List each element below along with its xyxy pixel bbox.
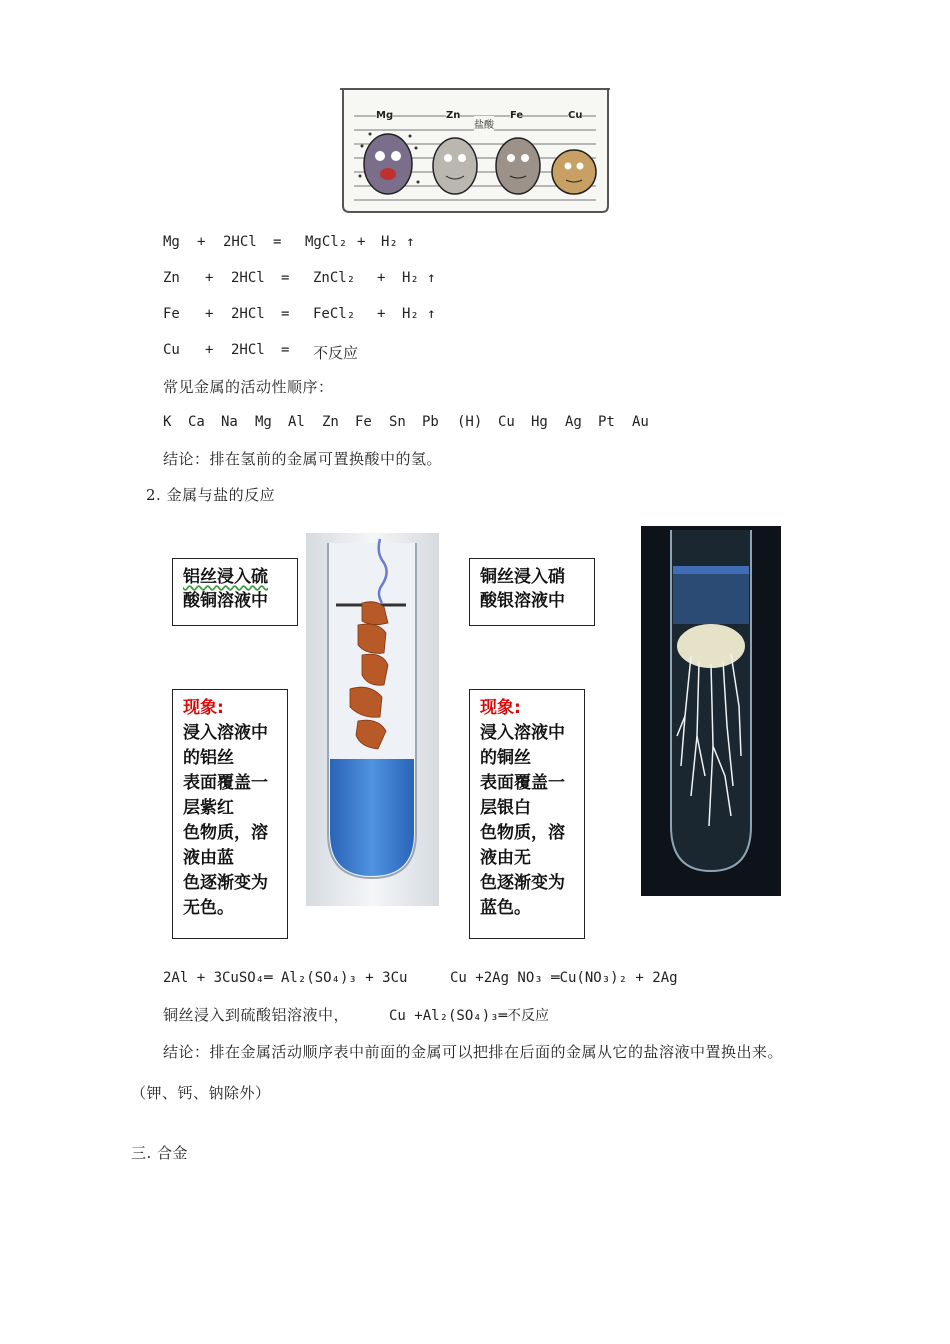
eq-product: MgCl₂ — [305, 234, 348, 250]
equation-al-cuso4: 2Al + 3CuSO₄═ Al₂(SO₄)₃ + 3Cu — [163, 970, 408, 986]
eq-acid: 2HCl — [231, 306, 265, 322]
eq-gas: H₂ ↑ — [381, 234, 415, 250]
eq-acid: 2HCl — [223, 234, 257, 250]
eq-metal: Mg — [163, 234, 180, 250]
section-3-title: 三. 合金 — [131, 1144, 189, 1162]
series-item: Au — [632, 414, 649, 430]
eq-plus: + — [205, 342, 214, 358]
fe-figure — [496, 138, 540, 194]
test-tube-copper-photo — [641, 526, 781, 896]
eq-product: 不反应 — [313, 344, 359, 362]
exp2-phenomenon-label: 现象: — [480, 698, 521, 718]
exp2-phenomenon-box — [469, 689, 585, 939]
no-reaction-text: 铜丝浸入到硫酸铝溶液中， — [163, 1006, 350, 1024]
tube1-svg — [306, 533, 439, 906]
no-reaction-equation: Cu +Al₂(SO₄)₃═不反应 — [389, 1008, 550, 1024]
series-item: Zn — [322, 414, 339, 430]
conclusion-2: 结论：排在金属活动顺序表中前面的金属可以把排在后面的金属从它的盐溶液中置换出来。 — [163, 1043, 784, 1061]
series-item: Fe — [355, 414, 372, 430]
exp1-line: 表面覆盖一 — [183, 773, 268, 793]
eq-plus: + — [205, 270, 214, 286]
exp1-phenomenon-box — [172, 689, 288, 939]
exp2-line: 色物质，溶 — [480, 823, 565, 843]
conclusion-2-note: （钾、钙、钠除外） — [131, 1084, 271, 1102]
cu-figure — [552, 150, 596, 194]
equation-cu-agno3: Cu +2Ag NO₃ ═Cu(NO₃)₂ + 2Ag — [450, 970, 678, 986]
section-2-title: 2. 金属与盐的反应 — [146, 486, 276, 504]
exp2-title-box — [469, 558, 595, 626]
eq-gas: H₂ ↑ — [402, 270, 436, 286]
exp1-line: 色逐渐变为 — [183, 873, 268, 893]
label-fe: Fe — [510, 110, 524, 121]
exp2-title-line2: 酸银溶液中 — [480, 591, 565, 611]
eq-plus2: + — [377, 270, 386, 286]
series-item: Ag — [565, 414, 582, 430]
exp2-line: 色逐渐变为 — [480, 873, 565, 893]
eq-equals: = — [273, 234, 282, 250]
exp2-line: 液由无 — [480, 848, 531, 868]
exp1-line: 无色。 — [183, 898, 234, 918]
eq-plus: + — [197, 234, 206, 250]
exp1-line: 浸入溶液中 — [183, 723, 268, 743]
eq-equals: = — [281, 270, 290, 286]
series-item: Ca — [188, 414, 205, 430]
eq-equals: = — [281, 306, 290, 322]
activity-title: 常见金属的活动性顺序： — [163, 378, 334, 396]
exp2-line: 层银白 — [480, 798, 531, 818]
series-item: Hg — [531, 414, 548, 430]
exp2-line: 蓝色。 — [480, 898, 531, 918]
series-item: Pb — [422, 414, 439, 430]
eq-metal: Fe — [163, 306, 180, 322]
conclusion-1: 结论：排在氢前的金属可置换酸中的氢。 — [163, 450, 443, 468]
eq-metal: Cu — [163, 342, 180, 358]
exp2-line: 表面覆盖一 — [480, 773, 565, 793]
label-cu: Cu — [568, 110, 583, 121]
label-mg: Mg — [376, 110, 394, 121]
eq-metal: Zn — [163, 270, 180, 286]
eq-product: FeCl₂ — [313, 306, 356, 322]
exp2-title-line1: 铜丝浸入硝 — [480, 567, 565, 587]
eq-plus2: + — [377, 306, 386, 322]
eq-product: ZnCl₂ — [313, 270, 356, 286]
zn-figure — [433, 138, 477, 194]
label-zn: Zn — [446, 110, 461, 121]
beaker-illustration — [340, 86, 610, 214]
exp1-phenomenon-label: 现象: — [183, 698, 224, 718]
exp1-title-line1 — [183, 565, 287, 589]
beaker-svg — [340, 86, 610, 214]
series-item: Sn — [389, 414, 406, 430]
eq-acid: 2HCl — [231, 342, 265, 358]
series-item: K — [163, 414, 172, 430]
test-tube-aluminum-photo — [306, 533, 439, 906]
series-item: Mg — [255, 414, 272, 430]
series-item: Cu — [498, 414, 515, 430]
series-item: (H) — [457, 414, 483, 430]
eq-plus2: + — [357, 234, 366, 250]
eq-equals: = — [281, 342, 290, 358]
exp1-line: 的铝丝 — [183, 748, 234, 768]
exp1-title-box — [172, 558, 298, 626]
exp1-line: 层紫红 — [183, 798, 234, 818]
exp1-line: 液由蓝 — [183, 848, 234, 868]
exp1-title-line2: 酸铜溶液中 — [183, 591, 268, 611]
exp1-title-part: 铝丝浸入硫 — [183, 567, 268, 587]
exp1-line: 色物质，溶 — [183, 823, 268, 843]
series-item: Na — [221, 414, 238, 430]
tube2-svg — [641, 526, 781, 896]
series-item: Pt — [598, 414, 615, 430]
activity-series — [163, 414, 723, 434]
series-item: Al — [288, 414, 305, 430]
eq-gas: H₂ ↑ — [402, 306, 436, 322]
eq-acid: 2HCl — [231, 270, 265, 286]
eq-plus: + — [205, 306, 214, 322]
exp2-line: 浸入溶液中 — [480, 723, 565, 743]
label-hcl: 盐酸 — [474, 116, 494, 131]
exp2-line: 的铜丝 — [480, 748, 531, 768]
